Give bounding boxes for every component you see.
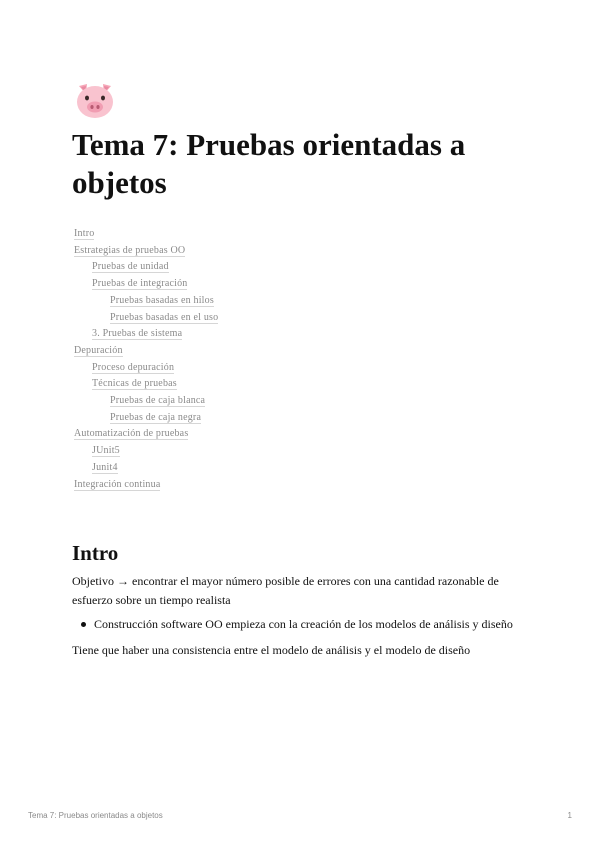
table-of-contents: [74, 226, 218, 493]
toc-item-tecnicas-pruebas[interactable]: Técnicas de pruebas: [92, 378, 177, 390]
toc-item-caja-blanca[interactable]: Pruebas de caja blanca: [110, 395, 206, 407]
toc-item-pruebas-hilos[interactable]: Pruebas basadas en hilos: [110, 294, 214, 306]
toc-item-caja-negra[interactable]: Pruebas de caja negra: [110, 411, 202, 423]
toc-item-junit4[interactable]: Junit4: [92, 461, 118, 473]
toc-item-pruebas-unidad[interactable]: Pruebas de unidad: [92, 261, 169, 273]
toc-item-automatizacion[interactable]: Automatización de pruebas: [74, 428, 189, 440]
pig-face-icon: [72, 80, 118, 120]
toc-item-depuracion[interactable]: Depuración: [74, 344, 123, 356]
page-number: 1: [567, 811, 572, 820]
toc-item-proceso-depuracion[interactable]: Proceso depuración: [92, 361, 175, 373]
section-heading: Intro: [72, 541, 119, 565]
toc-item-integracion-continua[interactable]: Integración continua: [74, 478, 161, 490]
paragraph: Tiene que haber una consistencia entre el modelo de análisis y el modelo de diseño: [72, 643, 471, 657]
toc-item-estrategias[interactable]: Estrategias de pruebas OO: [74, 244, 186, 256]
toc-item-intro[interactable]: Intro: [74, 228, 95, 239]
toc-item-pruebas-uso[interactable]: Pruebas basadas en el uso: [110, 311, 219, 323]
page-title: Tema 7: Pruebas orientadas a objetos: [72, 127, 466, 200]
list-item-text: Construcción software OO empieza con la creación de los modelos de análisis y diseño: [94, 617, 513, 631]
bullet-icon: [81, 622, 86, 627]
toc-item-pruebas-integracion[interactable]: Pruebas de integración: [92, 278, 188, 290]
paragraph: Objetivo → encontrar el mayor número posible de errores con una cantidad razonable de esfuerzo sobre un tiempo realista: [72, 574, 499, 607]
toc-item-junit5[interactable]: JUnit5: [92, 445, 120, 457]
toc-item-pruebas-sistema[interactable]: 3. Pruebas de sistema: [92, 328, 183, 340]
footer-title: Tema 7: Pruebas orientadas a objetos: [28, 811, 163, 820]
